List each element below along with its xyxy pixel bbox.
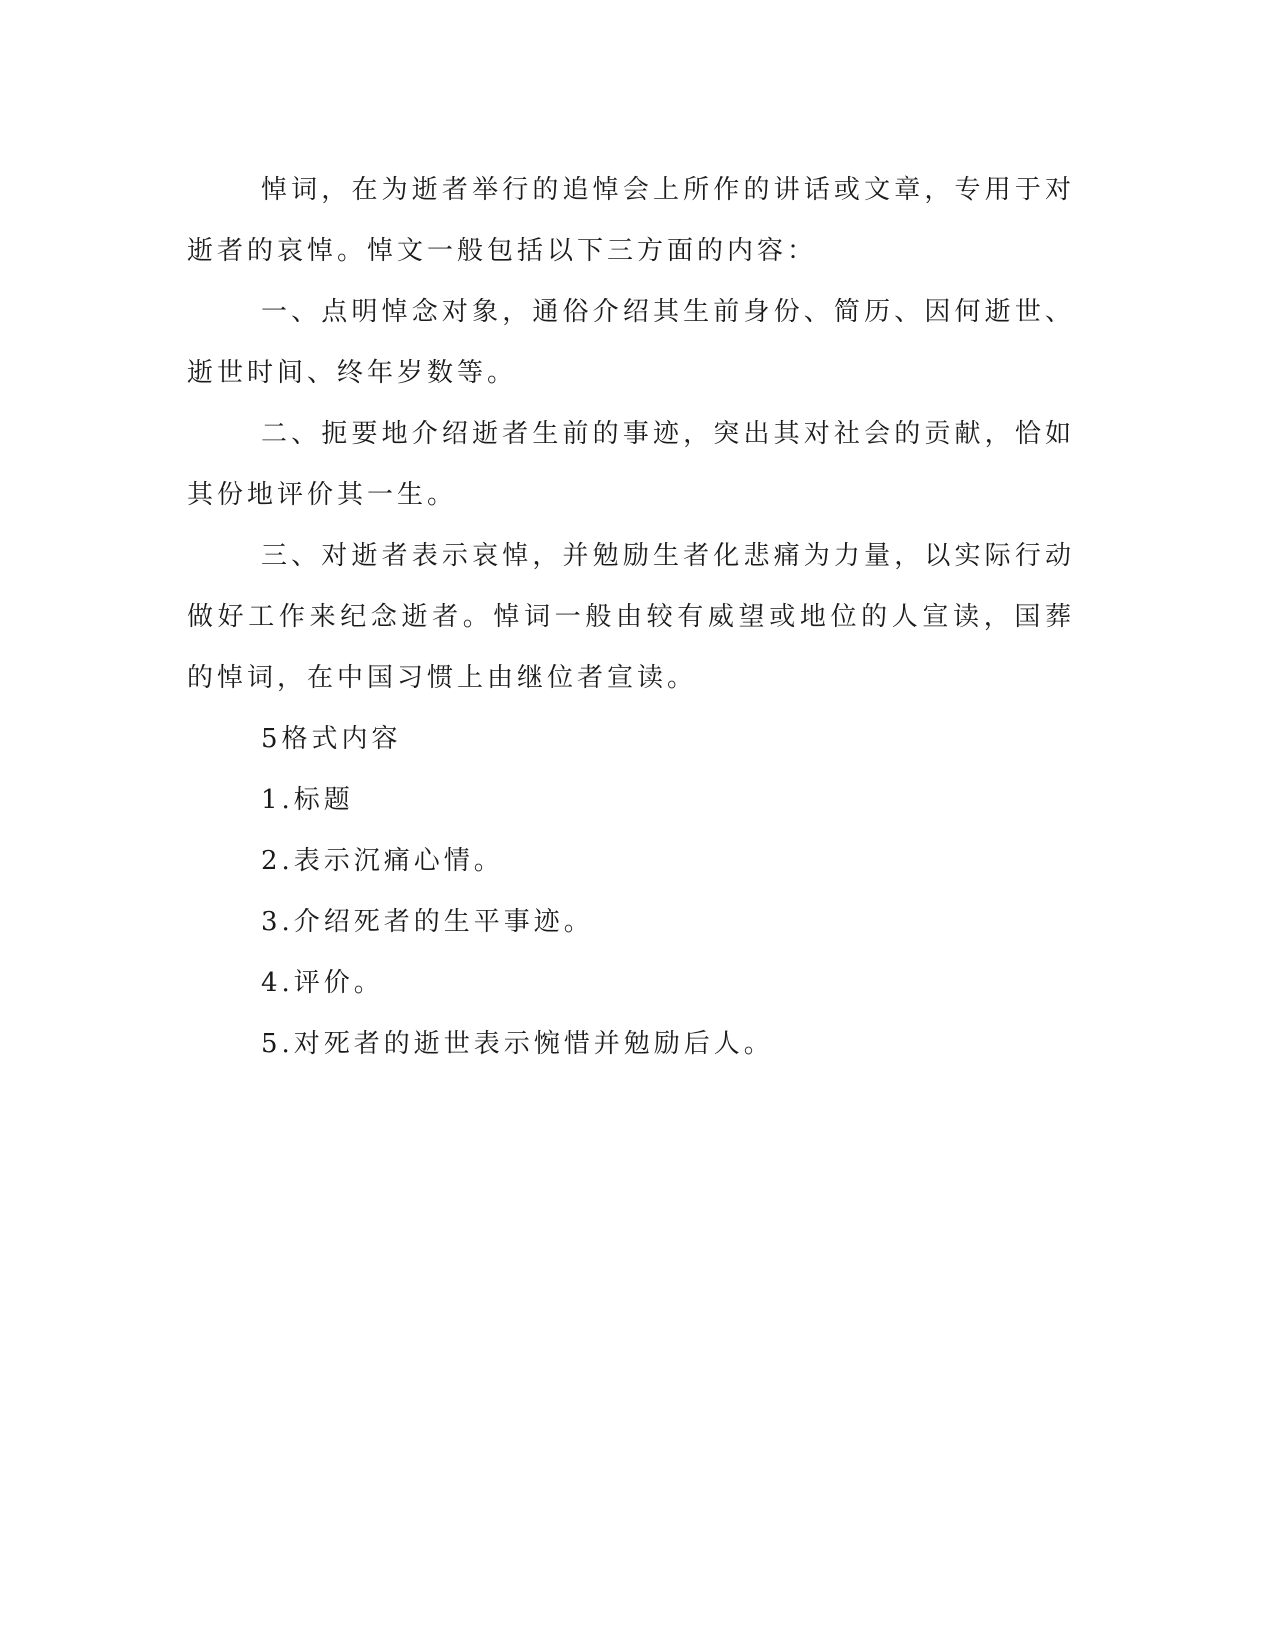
list-item: 5.对死者的逝世表示惋惜并勉励后人。 bbox=[261, 1029, 774, 1059]
section-heading: 5格式内容 bbox=[261, 724, 402, 754]
list-item: 2.表示沉痛心情。 bbox=[261, 846, 504, 876]
list-item: 4.评价。 bbox=[261, 968, 384, 998]
list-item: 1.标题 bbox=[261, 785, 354, 815]
point-two-paragraph: 二、扼要地介绍逝者生前的事迹，突出其对社会的贡献，恰如其份地评价其一生。 bbox=[187, 419, 1075, 510]
point-one-paragraph: 一、点明悼念对象，通俗介绍其生前身份、简历、因何逝世、逝世时间、终年岁数等。 bbox=[187, 297, 1075, 388]
point-three-paragraph: 三、对逝者表示哀悼，并勉励生者化悲痛为力量，以实际行动做好工作来纪念逝者。悼词一般由较有威望或地位的人宣读，国葬的悼词，在中国习惯上由继位者宣读。 bbox=[187, 541, 1075, 693]
list-item: 3.介绍死者的生平事迹。 bbox=[261, 907, 594, 937]
document-body bbox=[187, 160, 1075, 1075]
intro-paragraph: 悼词，在为逝者举行的追悼会上所作的讲话或文章，专用于对逝者的哀悼。悼文一般包括以下三方面的内容： bbox=[187, 175, 1075, 266]
